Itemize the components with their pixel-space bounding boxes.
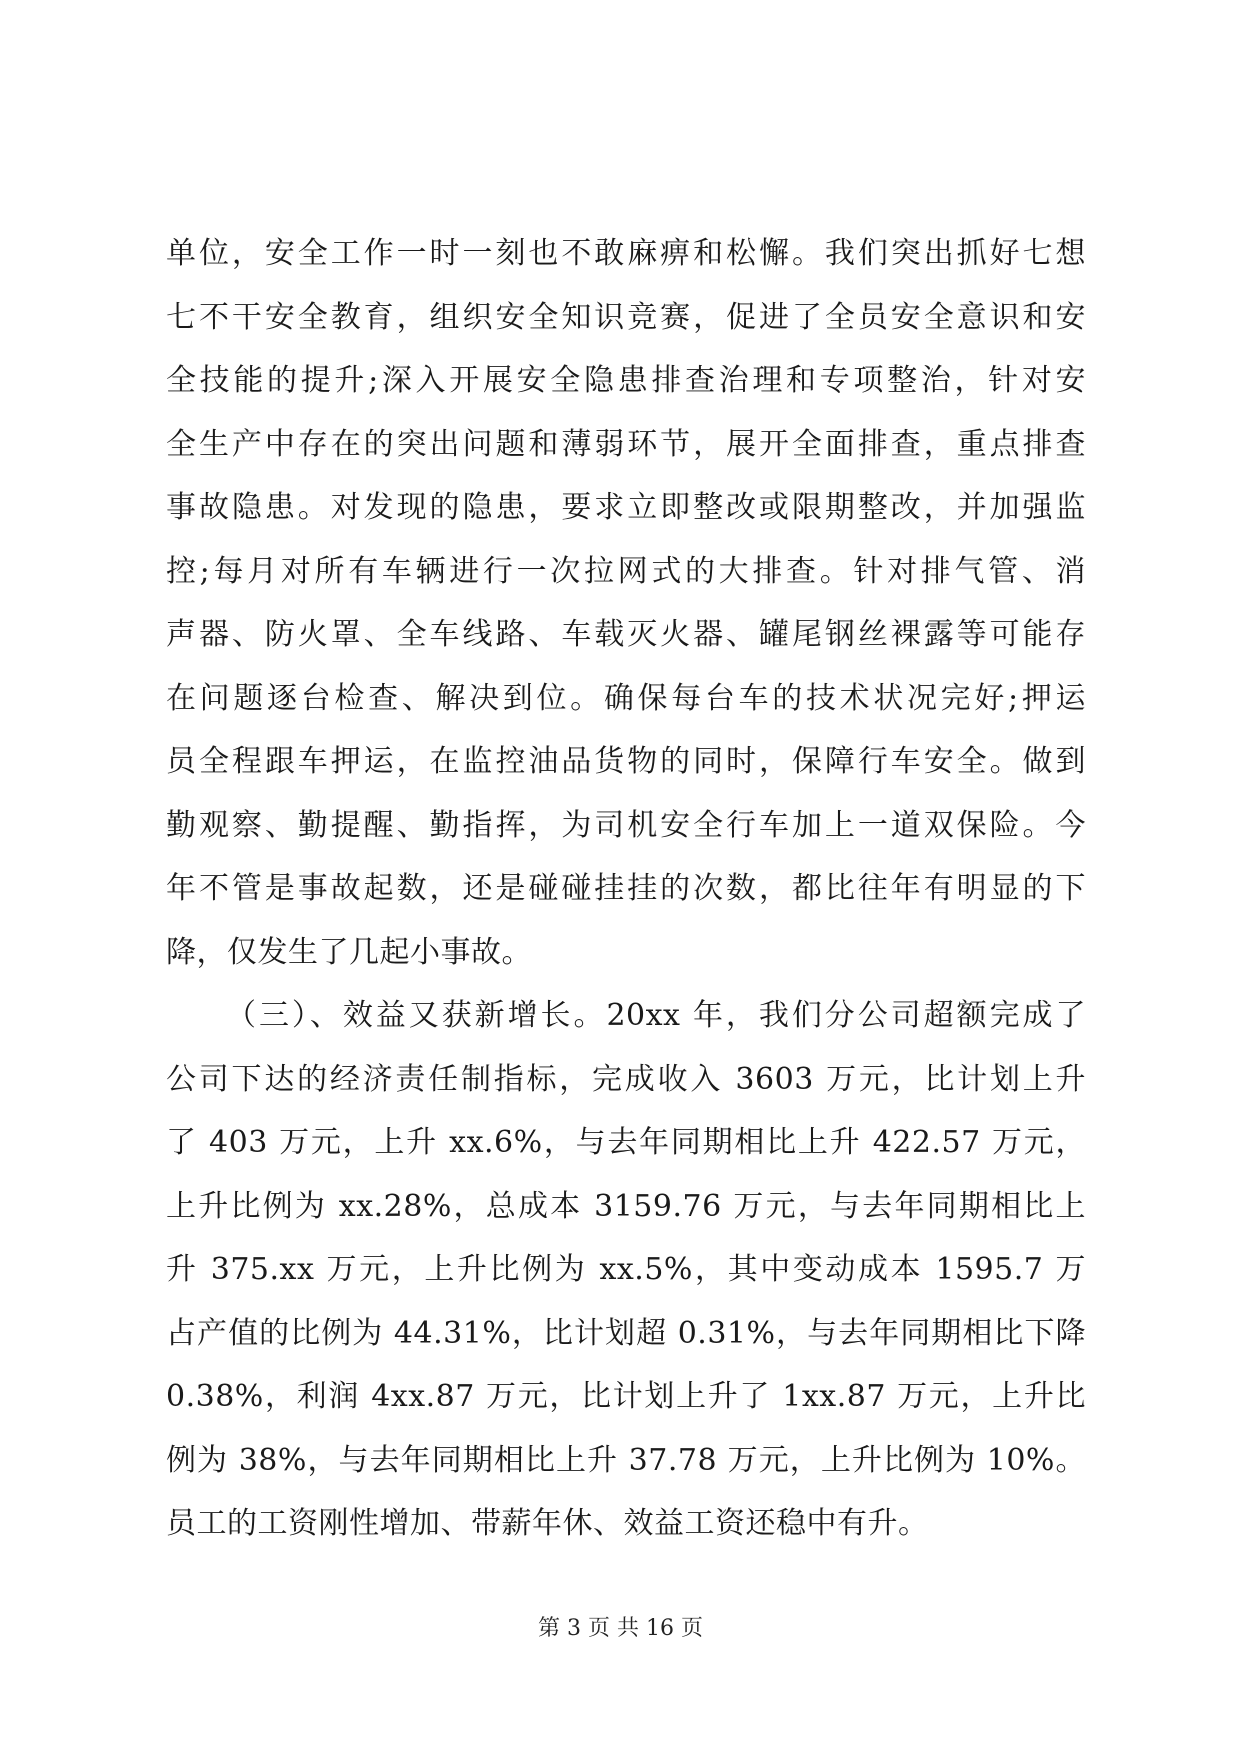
text-line: 事故隐患。对发现的隐患，要求立即整改或限期整改，并加强监 bbox=[166, 490, 1086, 525]
text-line: 升 375.xx 万元，上升比例为 xx.5%，其中变动成本 1595.7 万 bbox=[166, 1252, 1086, 1287]
text-line: 全技能的提升;深入开展安全隐患排查治理和专项整治，针对安 bbox=[166, 363, 1086, 398]
text-line: 上升比例为 xx.28%，总成本 3159.76 万元，与去年同期相比上 bbox=[166, 1188, 1086, 1224]
text-line: 例为 38%，与去年同期相比上升 37.78 万元，上升比例为 10%。 bbox=[166, 1442, 1086, 1478]
page-number-footer: 第 3 页 共 16 页 bbox=[538, 1616, 703, 1641]
text-line: 降，仅发生了几起小事故。 bbox=[166, 934, 532, 970]
text-line: 控;每月对所有车辆进行一次拉网式的大排查。针对排气管、消 bbox=[166, 553, 1086, 589]
text-line: 员工的工资刚性增加、带薪年休、效益工资还稳中有升。 bbox=[166, 1506, 929, 1541]
text-line: 员全程跟车押运，在监控油品货物的同时，保障行车安全。做到 bbox=[166, 744, 1086, 779]
body-text bbox=[166, 222, 1086, 1556]
text-line: 单位，安全工作一时一刻也不敢麻痹和松懈。我们突出抓好七想 bbox=[166, 236, 1086, 271]
text-line: 0.38%，利润 4xx.87 万元，比计划上升了 1xx.87 万元，上升比 bbox=[166, 1379, 1086, 1414]
text-line: 勤观察、勤提醒、勤指挥，为司机安全行车加上一道双保险。今 bbox=[166, 807, 1086, 843]
text-line: 占产值的比例为 44.31%，比计划超 0.31%，与去年同期相比下降 bbox=[166, 1315, 1086, 1351]
text-line: 全生产中存在的突出问题和薄弱环节，展开全面排查，重点排查 bbox=[166, 426, 1086, 462]
text-line: 年不管是事故起数，还是碰碰挂挂的次数，都比往年有明显的下 bbox=[166, 871, 1086, 906]
text-line: 了 403 万元，上升 xx.6%，与去年同期相比上升 422.57 万元， bbox=[166, 1125, 1086, 1160]
text-line: 声器、防火罩、全车线路、车载灭火器、罐尾钢丝裸露等可能存 bbox=[166, 617, 1086, 652]
text-line: 公司下达的经济责任制指标，完成收入 3603 万元，比计划上升 bbox=[166, 1061, 1086, 1097]
text-line: 七不干安全教育，组织安全知识竞赛，促进了全员安全意识和安 bbox=[166, 299, 1086, 335]
text-line: 在问题逐台检查、解决到位。确保每台车的技术状况完好;押运 bbox=[166, 680, 1086, 716]
section-heading-line: （三）、效益又获新增长。20xx 年，我们分公司超额完成了 bbox=[226, 998, 1086, 1033]
